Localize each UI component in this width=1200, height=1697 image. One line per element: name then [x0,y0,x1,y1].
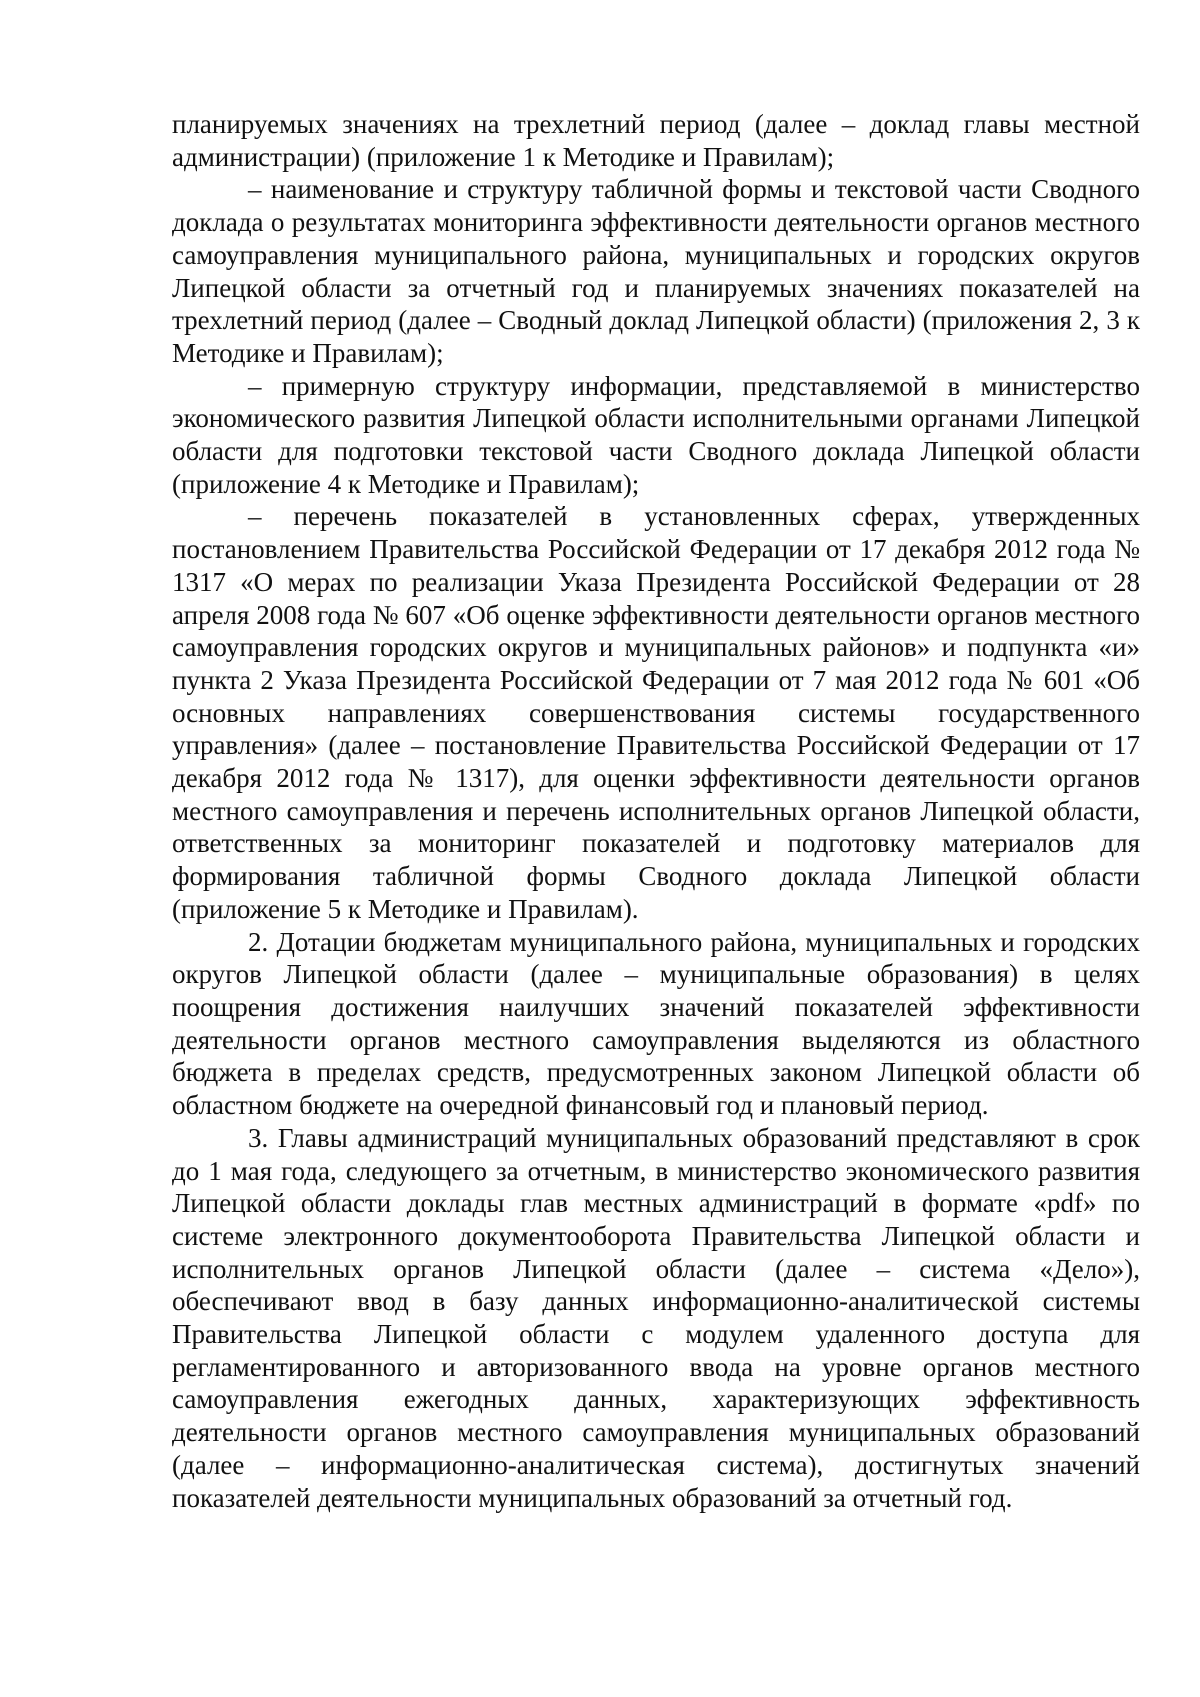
paragraph-continuation: планируемых значениях на трехлетний период (далее – доклад главы местной администрации) (приложение 1 к Методике и Правилам); [172,109,1140,172]
paragraph-list-item-indicators-list: – перечень показателей в установленных сферах, утвержденных постановлением Правительства Российской Федерации от 17 декабря 2012 года № 1317 «О мерах по реализации Указа Президента Российской Федерации от 28 апреля 2008 года № 607 «Об оценке эффективности деятельности органов местного самоуправления городских округов и муниципальных районов» и подпункта «и» пункта 2 Указа Президента Российской Федерации от 7 мая 2012 года № 601 «Об основных направлениях совершенствования системы государственного управления» (далее – постановление Правительства Российской Федерации от 17 декабря 2012 года № 1317), для оценки эффективности деятельности органов местного самоуправления и перечень исполнительных органов Липецкой области, ответственных за мониторинг показателей и подготовку материалов для формирования табличной формы Сводного доклада Липецкой области (приложение 5 к Методике и Правилам). [172,501,1140,924]
paragraph-clause-3: 3. Главы администраций муниципальных образований представляют в срок до 1 мая года, следующего за отчетным, в министерство экономического развития Липецкой области доклады глав местных администраций в формате «pdf» по системе электронного документооборота Правительства Липецкой области и исполнительных органов Липецкой области (далее – система «Дело»), обеспечивают ввод в базу данных информационно-аналитической системы Правительства Липецкой области с модулем удаленного доступа для регламентированного и авторизованного ввода на уровне органов местного самоуправления ежегодных данных, характеризующих эффективность деятельности органов местного самоуправления муниципальных образований (далее – информационно-аналитическая система), достигнутых значений показателей деятельности муниципальных образований за отчетный год. [172,1122,1140,1513]
paragraph-list-item-information-structure: – примерную структуру информации, представляемой в министерство экономического развития Липецкой области исполнительными органами Липецкой области для подготовки текстовой части Сводного доклада Липецкой области (приложение 4 к Методике и Правилам); [172,370,1140,499]
paragraph-list-item-report-structure: – наименование и структуру табличной формы и текстовой части Сводного доклада о результатах мониторинга эффективности деятельности органов местного самоуправления муниципального района, муниципальных и городских округов Липецкой области за отчетный год и планируемых значениях показателей на трехлетний период (далее – Сводный доклад Липецкой области) (приложения 2, 3 к Методике и Правилам); [172,174,1140,368]
document-body [172,108,1140,1514]
paragraph-clause-2: 2. Дотации бюджетам муниципального района, муниципальных и городских округов Липецкой области (далее – муниципальные образования) в целях поощрения достижения наилучших значений показателей эффективности деятельности органов местного самоуправления выделяются из областного бюджета в пределах средств, предусмотренных законом Липецкой области об областном бюджете на очередной финансовый год и плановый период. [172,926,1140,1121]
